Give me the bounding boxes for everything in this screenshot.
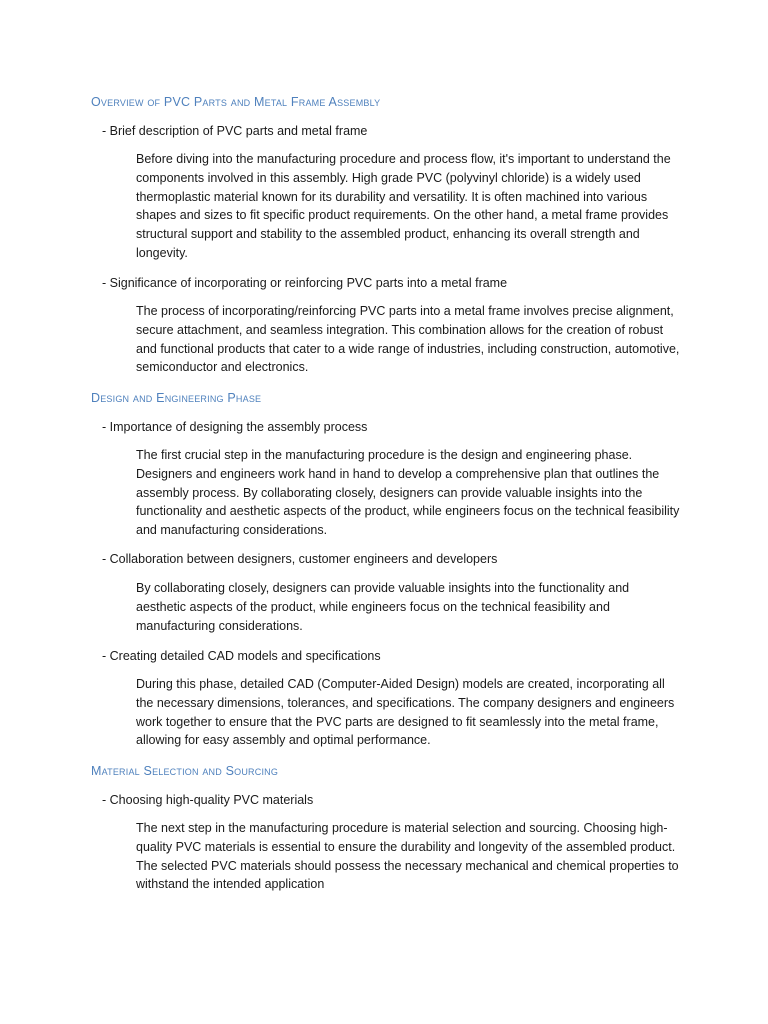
bullet-cad-models: - Creating detailed CAD models and specifications <box>102 649 381 663</box>
section-heading-overview: Overview of PVC Parts and Metal Frame Assembly <box>91 95 381 109</box>
section-heading-design: Design and Engineering Phase <box>91 391 262 405</box>
paragraph-significance: The process of incorporating/reinforcing PVC parts into a metal frame involves precise alignment, secure attachment, and seamless integration. This combination allows for the creation of robust and functional products that cater to a wide range of industries, including construction, automotive, semiconductor and electronics. <box>136 304 680 375</box>
paragraph-importance-design: The first crucial step in the manufacturing procedure is the design and engineering phase. Designers and engineers work hand in hand to develop a comprehensive plan that outlines the assembly process. By collaborating closely, designers can provide valuable insights into the functionality and aesthetic aspects of the product, while engineers focus on the technical feasibility and manufacturing considerations. <box>136 448 680 538</box>
bullet-brief-description: - Brief description of PVC parts and metal frame <box>102 124 368 138</box>
paragraph-cad-models: During this phase, detailed CAD (Computer-Aided Design) models are created, incorporating all the necessary dimensions, tolerances, and specifications. The company designers and engineers work together to ensure that the PVC parts are designed to fit seamlessly into the metal frame, allowing for easy assembly and optimal performance. <box>136 677 675 748</box>
bullet-importance-design: - Importance of designing the assembly process <box>102 420 368 434</box>
paragraph-collaboration: By collaborating closely, designers can provide valuable insights into the functionality and aesthetic aspects of the product, while engineers focus on the technical feasibility and manufacturing considerations. <box>136 581 630 633</box>
bullet-choosing-pvc: - Choosing high-quality PVC materials <box>102 793 314 807</box>
bullet-significance: - Significance of incorporating or reinforcing PVC parts into a metal frame <box>102 276 508 290</box>
paragraph-choosing-pvc: The next step in the manufacturing procedure is material selection and sourcing. Choosing high-quality PVC materials is essential to ensure the durability and longevity of the assembled product. The selected PVC materials should possess the necessary mechanical and chemical properties to withstand the intended application <box>136 821 679 892</box>
bullet-collaboration: - Collaboration between designers, customer engineers and developers <box>102 552 498 566</box>
section-heading-material: Material Selection and Sourcing <box>91 764 279 778</box>
paragraph-brief-description: Before diving into the manufacturing procedure and process flow, it's important to understand the components involved in this assembly. High grade PVC (polyvinyl chloride) is a widely used thermoplastic material known for its durability and versatility. It is often machined into various shapes and sizes to fit specific product requirements. On the other hand, a metal frame provides structural support and stability to the assembled product, enhancing its overall strength and longevity. <box>136 152 671 260</box>
